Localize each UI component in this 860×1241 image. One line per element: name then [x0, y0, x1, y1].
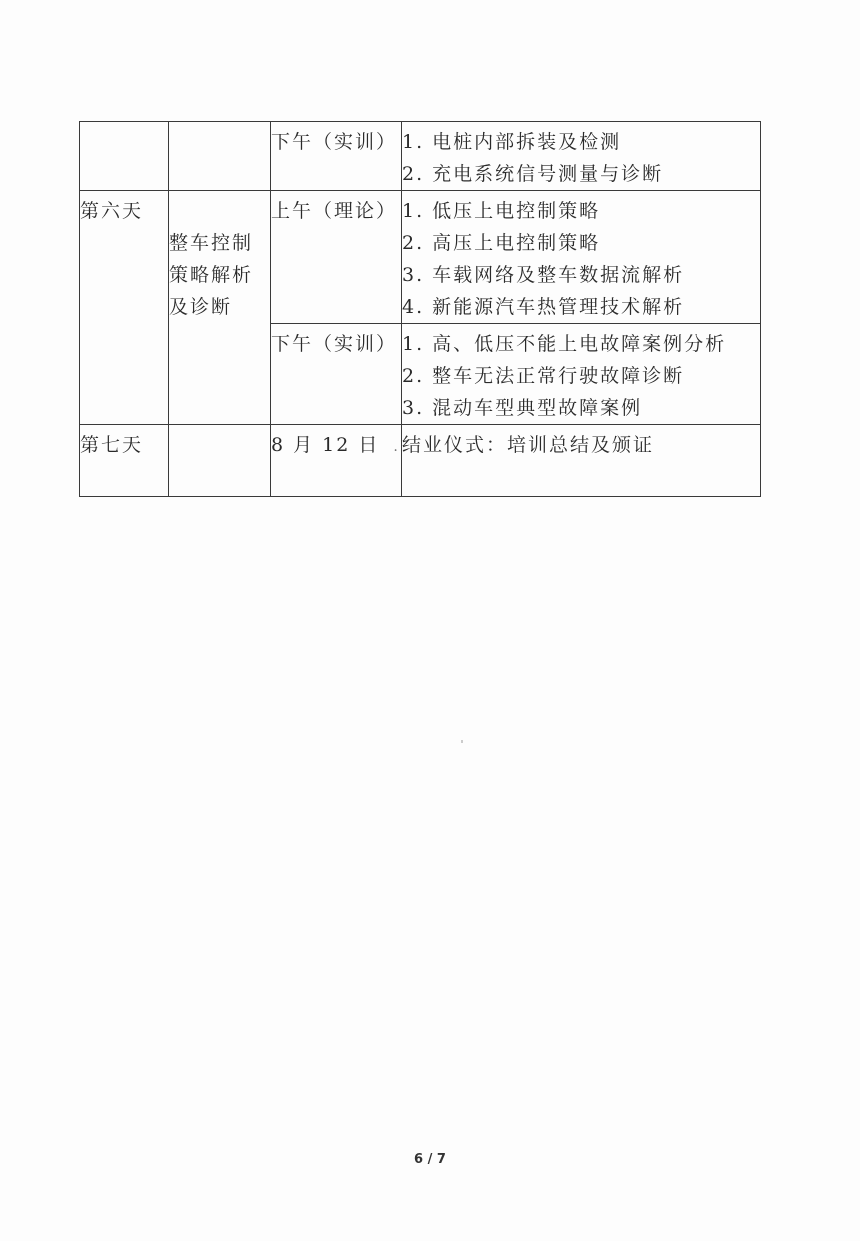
list-item: 1. 高、低压不能上电故障案例分析 [402, 333, 727, 355]
session-cell [271, 324, 402, 425]
day-label: 第七天 [80, 434, 144, 456]
list-item: 2. 充电系统信号测量与诊断 [402, 163, 664, 185]
schedule-table [79, 121, 761, 497]
session-cell [271, 191, 402, 324]
stray-mark: . [393, 439, 400, 455]
list-item: 3. 车载网络及整车数据流解析 [402, 264, 685, 286]
content-cell [402, 324, 761, 425]
day-cell [80, 425, 169, 497]
session-label: 下午（实训） [271, 333, 398, 355]
list-item: 2. 整车无法正常行驶故障诊断 [402, 365, 685, 387]
list-item: 4. 新能源汽车热管理技术解析 [402, 296, 685, 318]
day-cell [80, 122, 169, 191]
content-cell [402, 425, 761, 497]
content-cell [402, 122, 761, 191]
session-cell [271, 122, 402, 191]
list-item: 1. 低压上电控制策略 [402, 200, 601, 222]
session-label: 8 月 12 日 . [271, 434, 400, 456]
content-cell [402, 191, 761, 324]
scan-speck [461, 740, 463, 743]
day-label: 第六天 [80, 200, 144, 222]
session-cell [271, 425, 402, 497]
list-item: 3. 混动车型典型故障案例 [402, 397, 643, 419]
day-cell [80, 191, 169, 425]
list-item: 1. 电桩内部拆装及检测 [402, 131, 622, 153]
topic-cell [169, 191, 271, 425]
session-label: 上午（理论） [271, 200, 398, 222]
session-label: 下午（实训） [271, 131, 398, 153]
list-item: 2. 高压上电控制策略 [402, 232, 601, 254]
table-row [80, 122, 761, 191]
table-row [80, 191, 761, 324]
page-number: 6 / 7 [414, 1152, 446, 1167]
topic-cell [169, 425, 271, 497]
topic-cell [169, 122, 271, 191]
topic-label: 整车控制 策略解析 及诊断 [169, 232, 254, 318]
list-item: 结业仪式：培训总结及颁证 [402, 434, 655, 456]
table-row [80, 425, 761, 497]
